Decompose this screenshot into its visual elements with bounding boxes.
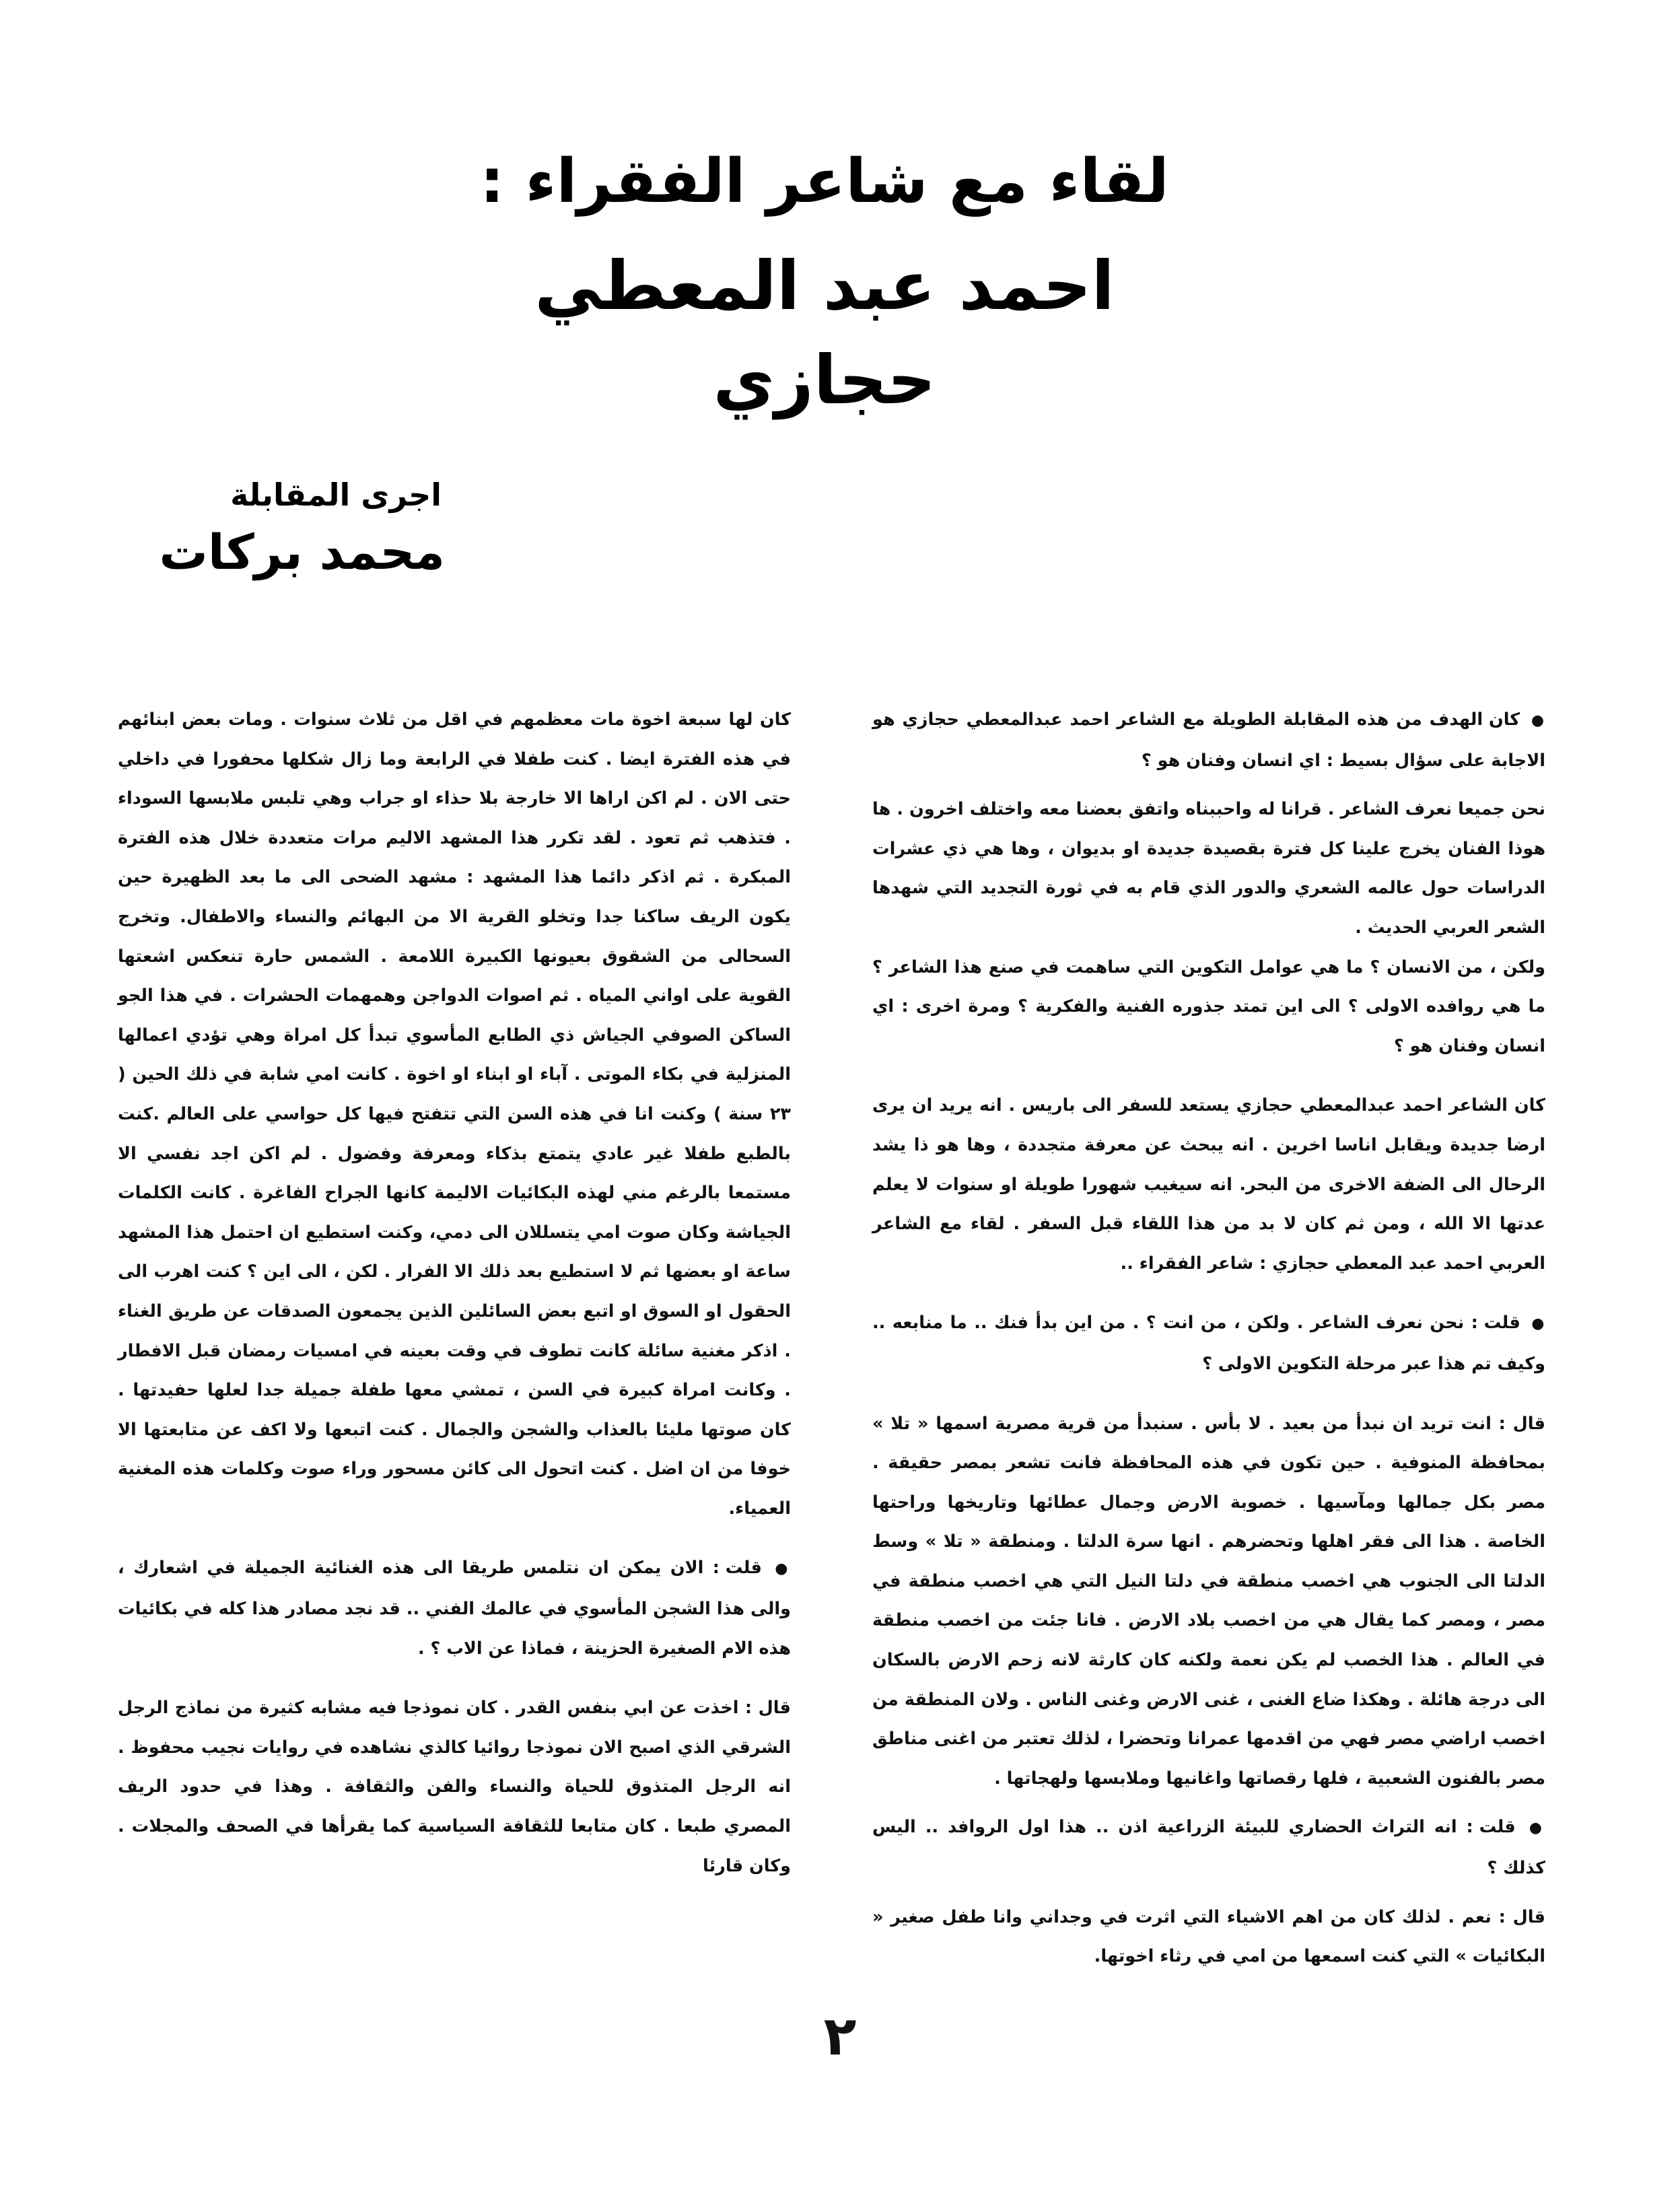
page-number: ٢ — [823, 2005, 857, 2067]
paragraph — [872, 1303, 1545, 1383]
left-text-column — [118, 700, 791, 1886]
article-title-line-1: لقاء مع شاعر الفقراء : — [480, 146, 1169, 217]
paragraph-text: قلت : نحن نعرف الشاعر . ولكن ، من انت ؟ . من اين بدأ فنك .. ما منابعه .. وكيف تم هذا عبر مرحلة التكوين الاولى ؟ — [872, 1313, 1545, 1374]
paragraph: ولكن ، من الانسان ؟ ما هي عوامل التكوين التي ساهمت في صنع هذا الشاعر ؟ ما هي روافده الاولى ؟ الى اين تمتد جذوره الفنية والفكرية ؟ ومرة اخرى : اي انسان وفنان هو ؟ — [872, 957, 1545, 1056]
paragraph-text: قلت : انه التراث الحضاري للبيئة الزراعية اذن .. هذا اول الروافد .. اليس كذلك ؟ — [872, 1817, 1545, 1879]
paragraph-text: كان الهدف من هذه المقابلة الطويلة مع الشاعر احمد عبدالمعطي حجازي هو الاجابة على سؤال بسيط : اي انسان وفنان هو ؟ — [872, 710, 1545, 771]
paragraph: قال : نعم . لذلك كان من اهم الاشياء التي اثرت في وجداني وانا طفل صغير « البكائيات » التي كنت اسمعها من امي في رثاء اخوتها. — [872, 1906, 1545, 1967]
paragraph: نحن جميعا نعرف الشاعر . قرانا له واحببناه واتفق بعضنا معه واختلف اخرون . ها هوذا الفنان يخرج علينا كل فترة بقصيدة جديدة او بديوان ، وها هي ذي عشرات الدراسات حول عالمه الشعري والدور الذي قام به في ثورة التجديد التي شهدها الشعر العربي الحديث . — [872, 799, 1545, 938]
paragraph-text: قلت : الان يمكن ان نتلمس طريقا الى هذه الغنائية الجميلة في اشعارك ، والى هذا الشجن المأسوي في عالمك الفني .. قد نجد مصادر هذا كله في بكائيات هذه الام الصغيرة الحزينة ، فماذا عن الاب ؟ . — [118, 1558, 791, 1659]
paragraph: كان الشاعر احمد عبدالمعطي حجازي يستعد للسفر الى باريس . انه يريد ان يرى ارضا جديدة ويقابل اناسا اخرين . انه يبحث عن معرفة متجددة ، وها هو ذا يشد الرحال الى الضفة الاخرى من البحر. انه سيغيب شهورا طويلة او سنوات لا يعلم عدتها الا الله ، ومن ثم كان لا بد من هذا اللقاء قبل السفر . لقاء مع الشاعر العربي احمد عبد المعطي حجازي : شاعر الفقراء .. — [872, 1095, 1545, 1274]
bullet-icon: ● — [775, 1560, 791, 1578]
paragraph — [872, 1807, 1545, 1888]
paragraph — [118, 1548, 791, 1668]
paragraph: كان لها سبعة اخوة مات معظمهم في اقل من ثلاث سنوات . ومات بعض ابنائهم في هذه الفترة ايضا . كنت طفلا في الرابعة وما زال شكلها محفورا في داخلي حتى الان . لم اكن اراها الا خارجة بلا حذاء او جراب وهي تلبس ملابسها السوداء . فتذهب ثم تعود . لقد تكرر هذا المشهد الاليم مرات متعددة خلال هذه الفترة المبكرة . ثم اذكر دائما هذا المشهد : مشهد الضحى الى ما بعد الظهيرة حين يكون الريف ساكنا جدا وتخلو القرية الا من البهائم والنساء والاطفال. وتخرج السحالى من الشقوق بعيونها الكبيرة اللامعة . الشمس حارة تنعكس اشعتها القوية على اواني المياه . ثم اصوات الدواجن وهمهمات الحشرات . في هذا الجو الساكن الصوفي الجياش ذي الطابع المأسوي تبدأ كل امراة وهي تؤدي اعمالها المنزلية في بكاء الموتى . آباء او ابناء او اخوة . كانت امي شابة في ذلك الحين ( ٢٣ سنة ) وكنت انا في هذه السن التي تتفتح فيها كل حواسي على العالم .كنت بالطبع طفلا غير عادي يتمتع بذكاء ومعرفة وفضول . لم اكن اجد نفسي الا مستمعا بالرغم مني لهذه البكائيات الاليمة كانها الجراح الفاغرة . كانت الكلمات الجياشة وكان صوت امي يتسللان الى دمي، وكنت استطيع ان احتمل هذا المشهد ساعة او بعضها ثم لا استطيع بعد ذلك الا الفرار . لكن ، الى اين ؟ كنت اهرب الى الحقول او السوق او اتبع بعض السائلين الذين يجمعون الصدقات عن طريق الغناء . اذكر مغنية سائلة كانت تطوف في وقت بعينه في امسيات رمضان قبل الافطار . وكانت امراة كبيرة في السن ، تمشي معها طفلة جميلة جدا لعلها حفيدتها . كان صوتها مليئا بالعذاب والشجن والجمال . كنت اتبعها ولا اكف عن متابعتها الا خوفا من ان اضل . كنت اتحول الى كائن مسحور وراء صوت وكلمات هذه المغنية العمياء. — [118, 710, 791, 1519]
paragraph — [872, 700, 1545, 780]
paragraph: قال : انت تريد ان نبدأ من بعيد . لا بأس . سنبدأ من قرية مصرية اسمها « تلا » بمحافظة المنوفية . حين تكون في هذه المحافظة فانت تشعر بمصر حقيقة . مصر بكل جمالها ومآسيها . خصوبة الارض وجمال عطائها وتاريخها وراحتها الخاصة . هذا الى فقر اهلها وتحضرهم . انها سرة الدلتا . ومنطقة « تلا » وسط الدلتا الى الجنوب هي اخصب منطقة في دلتا النيل التي هي اخصب منطقة في مصر ، ومصر كما يقال هي من اخصب بلاد الارض . فانا جئت من اخصب منطقة في العالم . هذا الخصب لم يكن نعمة ولكنه كان كارثة لانه زحم الارض بالسكان الى درجة هائلة . وهكذا ضاع الغنى ، غنى الارض وغنى الناس . ولان المنطقة من اخصب اراضي مصر فهي من اقدمها عمرانا وتحضرا ، لذلك تعتبر من اغنى مناطق مصر بالفنون الشعبية ، فلها رقصاتها واغانيها وملابسها ولهجاتها . — [872, 1413, 1545, 1789]
article-title-line-2: احمد عبد المعطي حجازي — [534, 246, 1115, 419]
bullet-icon: ● — [1529, 1820, 1545, 1837]
bullet-icon: ● — [1531, 1315, 1545, 1333]
right-text-column — [872, 700, 1545, 1976]
byline-author-name: محمد بركات — [159, 524, 445, 580]
byline-label: اجرى المقابلة — [230, 477, 442, 513]
bullet-icon: ● — [1531, 712, 1545, 729]
paragraph: قال : اخذت عن ابي بنفس القدر . كان نموذجا فيه مشابه كثيرة من نماذج الرجل الشرقي الذي اصبح الان نموذجا روائيا كالذي نشاهده في روايات نجيب محفوظ . انه الرجل المتذوق للحياة والنساء والفن والثقافة . وهذا في حدود الريف المصري طبعا . كان متابعا للثقافة السياسية كما يقرأها في الصحف والمجلات . وكان قارئا — [118, 1698, 791, 1876]
